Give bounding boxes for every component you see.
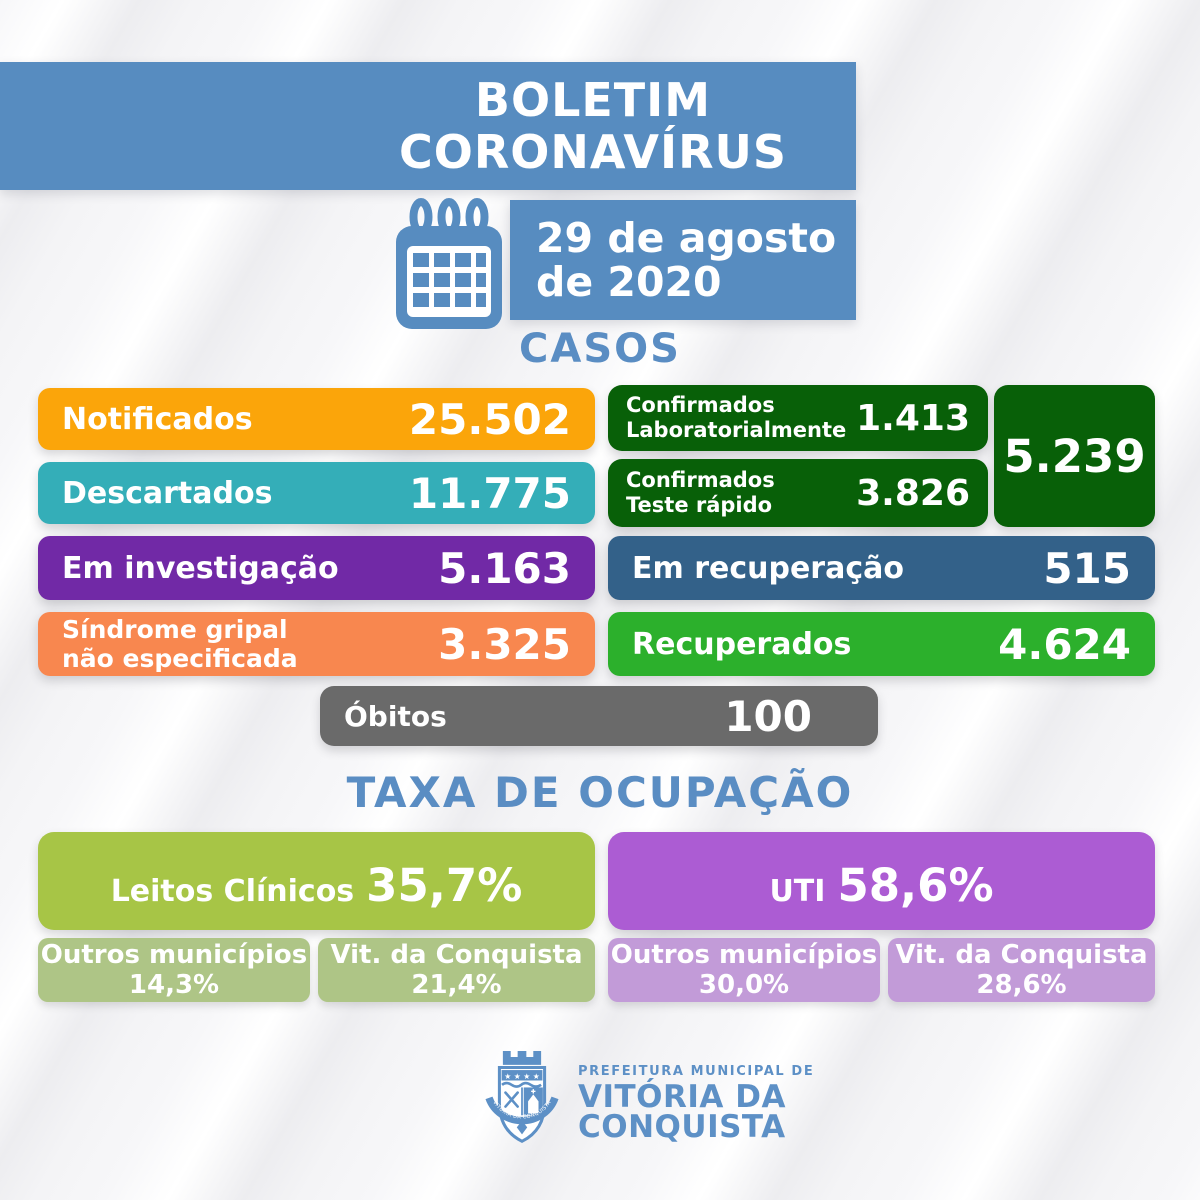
uti-vitoria-conquista-label: Vit. da Conquista [895,940,1148,970]
uti-label: UTI [769,874,826,909]
uti-outros-municipios-value: 30,0% [698,970,790,1000]
uti-outros-municipios-label: Outros municípios [610,940,878,970]
calendar-icon [393,198,505,332]
clinical-outros-municipios-label: Outros municípios [40,940,308,970]
em-recuperacao-bar [608,536,1155,600]
confirmados-teste-rapido-label [626,468,775,518]
descartados-value: 11.775 [408,468,571,518]
confirmados-laboratorio-label-line2: Laboratorialmente [626,418,847,442]
confirmados-laboratorio-label [626,393,846,443]
footer-org-block [578,1064,815,1145]
coat-of-arms-logo [478,1044,566,1150]
confirmados-laboratorio-box [608,385,988,451]
header-band [0,62,856,190]
confirmados-laboratorio-label-line1: Confirmados [626,393,775,417]
descartados-label: Descartados [62,475,273,511]
sindrome-gripal-label-line1: Síndrome gripal [62,615,288,644]
confirmados-laboratorio-value: 1.413 [856,397,970,439]
uti-outros-municipios-box [608,938,880,1002]
recuperados-value: 4.624 [998,619,1131,669]
obitos-label: Óbitos [344,699,447,733]
bulletin-title-line1: BOLETIM [474,73,712,127]
recuperados-bar [608,612,1155,676]
notificados-label: Notificados [62,401,253,437]
date-line1: 29 de agosto [536,214,837,262]
uti-value: 58,6% [837,859,994,912]
confirmados-total-box [994,385,1155,527]
confirmados-teste-rapido-label-line2: Teste rápido [626,493,773,517]
sindrome-gripal-label [62,615,298,673]
clinical-vitoria-conquista-value: 21,4% [411,970,502,1000]
taxa-section-title: TAXA DE OCUPAÇÃO [346,768,854,817]
leitos-clinicos-value: 35,7% [366,859,523,912]
notificados-value: 25.502 [408,394,571,444]
clinical-outros-municipios-value: 14,3% [128,970,220,1000]
sindrome-gripal-value: 3.325 [438,619,571,669]
em-recuperacao-value: 515 [1043,543,1131,593]
sindrome-gripal-bar [38,612,595,676]
ribbon-text: VITÓRIA DA CONQUISTA [491,1099,553,1121]
footer-org-line1: PREFEITURA MUNICIPAL DE [578,1064,815,1079]
leitos-clinicos-bar [38,832,595,930]
confirmados-teste-rapido-label-line1: Confirmados [626,468,775,492]
clinical-vitoria-conquista-label: Vit. da Conquista [330,940,583,970]
em-investigacao-label: Em investigação [62,550,339,586]
shield-stars: ★ ★ ★ ★ [504,1071,540,1081]
sindrome-gripal-label-line2: não especificada [62,644,298,673]
casos-section-title: CASOS [519,326,681,372]
em-investigacao-bar [38,536,595,600]
date-line2: de 2020 [536,258,722,306]
uti-vitoria-conquista-box [888,938,1155,1002]
date-badge [510,200,856,320]
obitos-value: 100 [724,691,812,741]
descartados-bar [38,462,595,524]
footer-org-line3: CONQUISTA [578,1109,786,1145]
leitos-clinicos-label: Leitos Clínicos [110,874,355,909]
recuperados-label: Recuperados [632,626,852,662]
clinical-vitoria-conquista-box [318,938,595,1002]
uti-bar [608,832,1155,930]
em-recuperacao-label: Em recuperação [632,550,904,586]
obitos-bar [320,686,878,746]
notificados-bar [38,388,595,450]
bulletin-title-line2: CORONAVÍRUS [399,125,787,179]
footer-org-line2: VITÓRIA DA [578,1079,786,1115]
uti-vitoria-conquista-value: 28,6% [976,970,1067,1000]
confirmados-total-value: 5.239 [1003,429,1146,483]
em-investigacao-value: 5.163 [438,543,571,593]
clinical-outros-municipios-box [38,938,310,1002]
confirmados-teste-rapido-value: 3.826 [856,472,970,514]
confirmados-teste-rapido-box [608,459,988,527]
